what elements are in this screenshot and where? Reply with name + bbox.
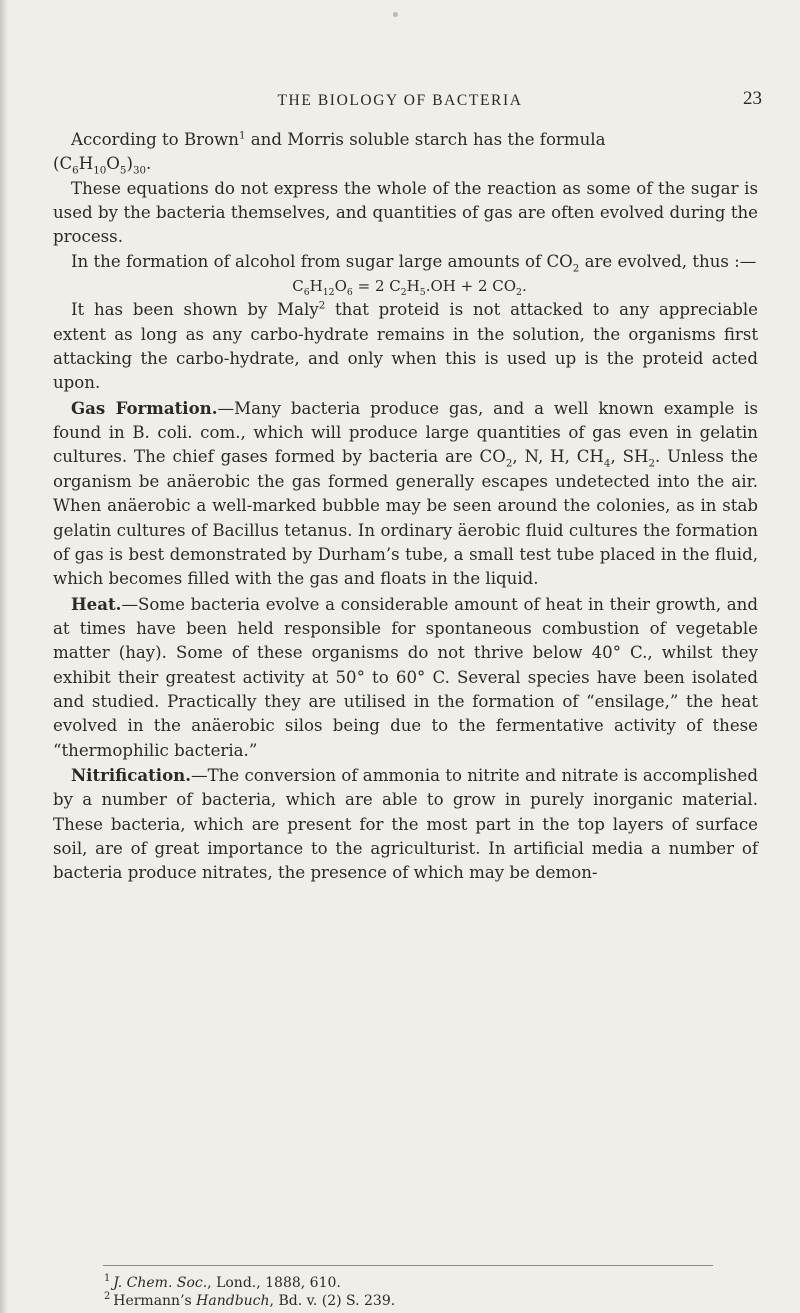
paragraph-maly bbox=[53, 298, 758, 395]
running-title: THE BIOLOGY OF BACTERIA bbox=[277, 92, 523, 109]
subscript: 10 bbox=[93, 164, 107, 177]
subscript: 12 bbox=[322, 287, 335, 299]
subscript: 2 bbox=[505, 457, 513, 470]
text-run: In the formation of alcohol from sugar large amounts of CO bbox=[71, 251, 573, 271]
footnote-text: , Lond., 1888, 610. bbox=[207, 1275, 341, 1291]
footnote-2 bbox=[104, 1290, 744, 1311]
eq-part: H bbox=[406, 277, 420, 296]
formula-part: ) bbox=[126, 154, 133, 174]
formula-part: O bbox=[106, 154, 120, 174]
eq-part: H bbox=[309, 277, 323, 296]
text-run: —The conversion of ammonia to nitrite and nitrate is accomplished by a number of bacteria, which are able to grow in purely inorganic material. These bacteria, which are present for the most part in the top layers of surface soil, are of great importance to the agriculturist. In artificial media a number of bacteria produce nitrates, the presence of which may be demon- bbox=[53, 765, 758, 883]
subscript: 2 bbox=[648, 457, 655, 470]
subscript: 6 bbox=[303, 287, 310, 299]
footnote-title: Handbuch bbox=[196, 1292, 270, 1309]
heading-nitrification: Nitrification. bbox=[71, 764, 191, 785]
text-run: —Some bacteria evolve a considerable amount of heat in their growth, and at times have been held responsible for spontaneous combustion of vegetable matter (hay). Some of these organisms do not thrive below 40° C., whilst they exhibit their greatest activity at 50° to 60° C. Several species have been isolated and studied. Practically they are utilised in the formation of “ensilage,” the heat evolved in the anäerobic silos being due to the fermentative activity of these “thermophilic bacteria.” bbox=[53, 594, 758, 760]
running-head bbox=[0, 88, 800, 118]
footnote-ref-2: 2 bbox=[318, 299, 326, 312]
subscript: 2 bbox=[516, 287, 522, 299]
footnote-text: , Bd. v. (2) S. 239. bbox=[269, 1292, 396, 1309]
subscript: 2 bbox=[572, 262, 580, 275]
text-run: It has been shown by Maly bbox=[71, 300, 319, 320]
subscript: 2 bbox=[400, 287, 407, 299]
body-text bbox=[53, 128, 758, 886]
section-nitrification bbox=[53, 763, 758, 886]
section-gas-formation bbox=[53, 396, 758, 592]
page-number: 23 bbox=[743, 88, 762, 109]
subscript: 30 bbox=[132, 164, 147, 177]
paragraph-equations: These equations do not express the whole of the reaction as some of the sugar is used by the bacteria themselves, and quantities of gas are often evolved during the process. bbox=[53, 178, 758, 247]
text-run: —Many bacteria produce gas, and a well known example is found in B. coli. com., which will produce large quantities of gas even in gelatin cultures. The chief gases formed by bacteria are CO bbox=[53, 398, 758, 467]
text-run: According to Brown bbox=[71, 130, 239, 149]
footnote-mark: 2 bbox=[104, 1290, 111, 1302]
footnote-journal: J. Chem. Soc. bbox=[113, 1275, 208, 1291]
text-run: . Unless the organism be anäerobic the gas formed generally escapes undetected into the air. When anäerobic a well-marked bubble may be seen around the colonies, as in stab gelatin cultures of Bacillus tetanus. In ordinary äerobic fluid cultures the formation of gas is best demonstrated by Durham’s tube, a small test tube placed in the fluid, which becomes filled with the gas and floats in the liquid. bbox=[53, 447, 758, 589]
subscript: 4 bbox=[603, 457, 611, 470]
text-run: , N, H, CH bbox=[512, 447, 604, 467]
text-run: that proteid is not attacked to any appreciable extent as long as any carbo-hydrate remains in the solution, the organisms first attacking the carbo-hydrate, and only when this is used up is the proteid acted upon. bbox=[53, 300, 759, 393]
footnote-mark: 1 bbox=[104, 1273, 111, 1285]
text-run: and Morris soluble starch has the formula bbox=[245, 130, 606, 149]
formula-part: H bbox=[78, 154, 94, 174]
formula-part: . bbox=[146, 154, 152, 174]
footnote-text: Hermann’s bbox=[113, 1292, 197, 1309]
footnote-1 bbox=[104, 1275, 744, 1293]
eq-part: = 2 C bbox=[352, 277, 401, 296]
text-run: are evolved, thus :— bbox=[579, 251, 757, 271]
paper-speck bbox=[393, 12, 398, 17]
eq-part: . bbox=[521, 277, 527, 296]
heading-gas-formation: Gas Formation. bbox=[71, 397, 218, 418]
paragraph-alcohol bbox=[53, 250, 758, 274]
eq-part: O bbox=[334, 277, 347, 296]
subscript: 6 bbox=[346, 287, 353, 299]
footnote-ref-1: 1 bbox=[238, 129, 246, 142]
eq-part: C bbox=[292, 277, 304, 296]
heading-heat: Heat. bbox=[71, 593, 122, 614]
eq-part: .OH + 2 CO bbox=[425, 277, 517, 296]
page-edge-shadow bbox=[0, 0, 8, 1313]
footnote-rule bbox=[103, 1265, 713, 1266]
subscript: 6 bbox=[72, 164, 79, 177]
fermentation-equation bbox=[53, 274, 758, 298]
text-run: , SH bbox=[610, 447, 649, 467]
starch-formula bbox=[53, 152, 758, 176]
paragraph-starch bbox=[53, 128, 758, 152]
subscript: 5 bbox=[119, 164, 127, 177]
footnotes bbox=[104, 1275, 744, 1310]
formula-part: (C bbox=[53, 154, 73, 174]
section-heat bbox=[53, 592, 758, 763]
subscript: 5 bbox=[419, 287, 426, 299]
